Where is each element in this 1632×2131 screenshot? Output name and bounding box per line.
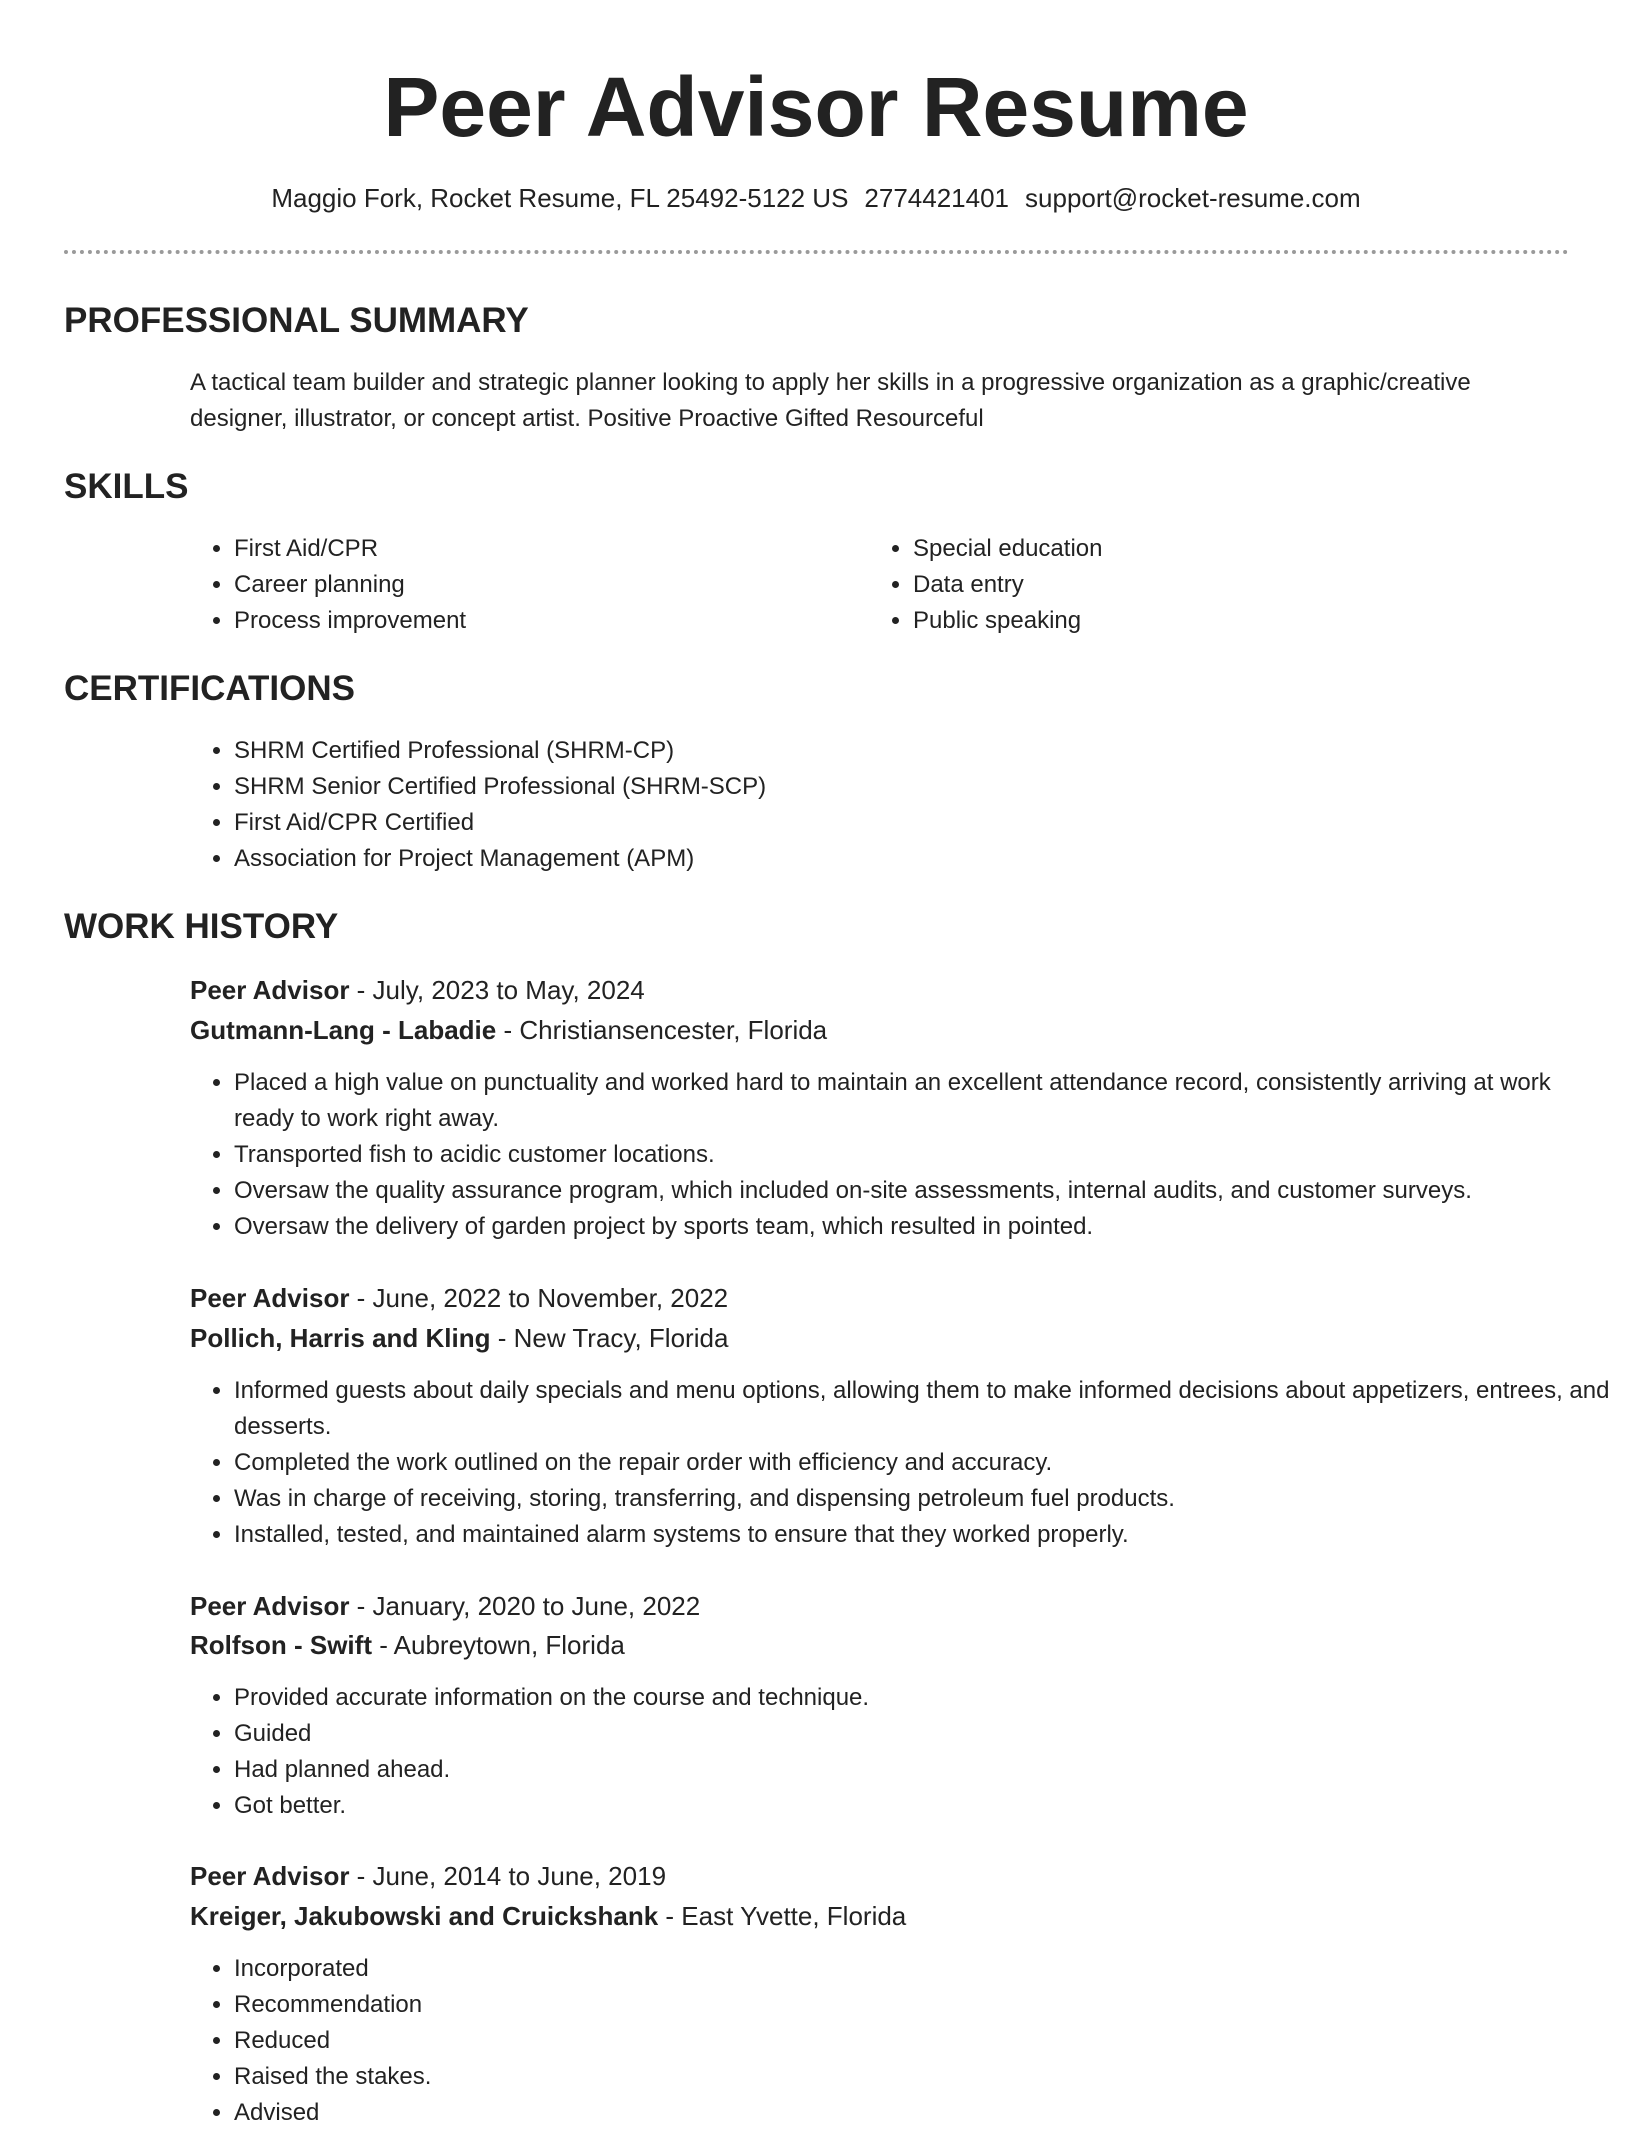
resume-title: Peer Advisor Resume xyxy=(383,60,1249,154)
job-company-line xyxy=(190,1625,625,1665)
summary-heading: PROFESSIONAL SUMMARY xyxy=(64,301,529,340)
job-bullets xyxy=(190,1373,1614,1553)
job-location: - Aubreytown, Florida xyxy=(371,1630,625,1660)
certification-item: • SHRM Senior Certified Professional (SHRM-SCP) xyxy=(234,769,1534,805)
job-bullet: • Placed a high value on punctuality and worked hard to maintain an excellent attendance record, consistently arriving at work ready to work right away. xyxy=(234,1065,1614,1137)
job-location: - New Tracy, Florida xyxy=(490,1323,729,1353)
job-company: Gutmann-Lang - Labadie xyxy=(190,1015,497,1045)
job-bullet: • Transported fish to acidic customer locations. xyxy=(234,1137,1614,1173)
skills-list-right xyxy=(869,531,1533,639)
job-location: - East Yvette, Florida xyxy=(658,1901,907,1931)
job-company-line xyxy=(190,1318,728,1358)
job-bullet: • Oversaw the quality assurance program, which included on-site assessments, internal audits, and customer surveys. xyxy=(234,1173,1614,1209)
header-divider xyxy=(64,250,1569,254)
contact-line xyxy=(0,178,1632,218)
certifications-heading: CERTIFICATIONS xyxy=(64,669,356,708)
job-title: Peer Advisor xyxy=(190,1591,350,1621)
job-bullet: • Advised xyxy=(234,2095,1614,2131)
certification-item: • SHRM Certified Professional (SHRM-CP) xyxy=(234,733,1534,769)
skill-item: • Data entry xyxy=(913,567,1533,603)
job-bullets xyxy=(190,1065,1614,1245)
job-bullet: • Raised the stakes. xyxy=(234,2059,1614,2095)
job-bullet: • Was in charge of receiving, storing, transferring, and dispensing petroleum fuel products. xyxy=(234,1481,1614,1517)
contact-email: support@rocket-resume.com xyxy=(1025,183,1361,213)
job-bullets xyxy=(190,1680,1614,1824)
job-dates: - January, 2020 to June, 2022 xyxy=(349,1591,701,1621)
job-bullet: • Incorporated xyxy=(234,1951,1614,1987)
job-title-line xyxy=(190,1856,666,1896)
skill-item: • Special education xyxy=(913,531,1533,567)
job-bullet: • Installed, tested, and maintained alarm systems to ensure that they worked properly. xyxy=(234,1517,1614,1553)
certification-item: • First Aid/CPR Certified xyxy=(234,805,1534,841)
job-company: Pollich, Harris and Kling xyxy=(190,1323,491,1353)
job-title-line xyxy=(190,970,645,1010)
certifications-list xyxy=(190,733,1534,877)
job-location: - Christiansencester, Florida xyxy=(496,1015,828,1045)
job-bullet: • Had planned ahead. xyxy=(234,1752,1614,1788)
job-company-line xyxy=(190,1896,906,1936)
job-dates: - July, 2023 to May, 2024 xyxy=(349,975,645,1005)
skills-heading: SKILLS xyxy=(64,467,189,506)
skill-item: • Process improvement xyxy=(234,603,854,639)
job-bullet: • Got better. xyxy=(234,1788,1614,1824)
job-title: Peer Advisor xyxy=(190,1861,350,1891)
job-company-line xyxy=(190,1010,827,1050)
job-bullet: • Completed the work outlined on the repair order with efficiency and accuracy. xyxy=(234,1445,1614,1481)
job-company: Kreiger, Jakubowski and Cruickshank xyxy=(190,1901,659,1931)
certification-item: • Association for Project Management (APM) xyxy=(234,841,1534,877)
job-dates: - June, 2022 to November, 2022 xyxy=(349,1283,729,1313)
work-history-heading: WORK HISTORY xyxy=(64,907,339,946)
contact-phone: 2774421401 xyxy=(864,183,1010,213)
job-title: Peer Advisor xyxy=(190,975,350,1005)
skill-item: • Public speaking xyxy=(913,603,1533,639)
job-bullet: • Reduced xyxy=(234,2023,1614,2059)
job-bullet: • Recommendation xyxy=(234,1987,1614,2023)
job-bullets xyxy=(190,1951,1614,2131)
job-title-line xyxy=(190,1586,700,1626)
job-bullet: • Provided accurate information on the course and technique. xyxy=(234,1680,1614,1716)
job-dates: - June, 2014 to June, 2019 xyxy=(349,1861,667,1891)
contact-address: Maggio Fork, Rocket Resume, FL 25492-5122 US xyxy=(271,183,849,213)
job-bullet: • Informed guests about daily specials and menu options, allowing them to make informed decisions about appetizers, entrees, and desserts. xyxy=(234,1373,1614,1445)
skills-list-left xyxy=(190,531,854,639)
job-bullet: • Guided xyxy=(234,1716,1614,1752)
job-title: Peer Advisor xyxy=(190,1283,350,1313)
job-company: Rolfson - Swift xyxy=(190,1630,372,1660)
job-title-line xyxy=(190,1278,728,1318)
job-bullet: • Oversaw the delivery of garden project by sports team, which resulted in pointed. xyxy=(234,1209,1614,1245)
skill-item: • Career planning xyxy=(234,567,854,603)
skill-item: • First Aid/CPR xyxy=(234,531,854,567)
summary-text: A tactical team builder and strategic planner looking to apply her skills in a progressive organization as a graphic/creative designer, illustrator, or concept artist. Positive Proactive Gifted Resourceful xyxy=(190,369,1471,432)
